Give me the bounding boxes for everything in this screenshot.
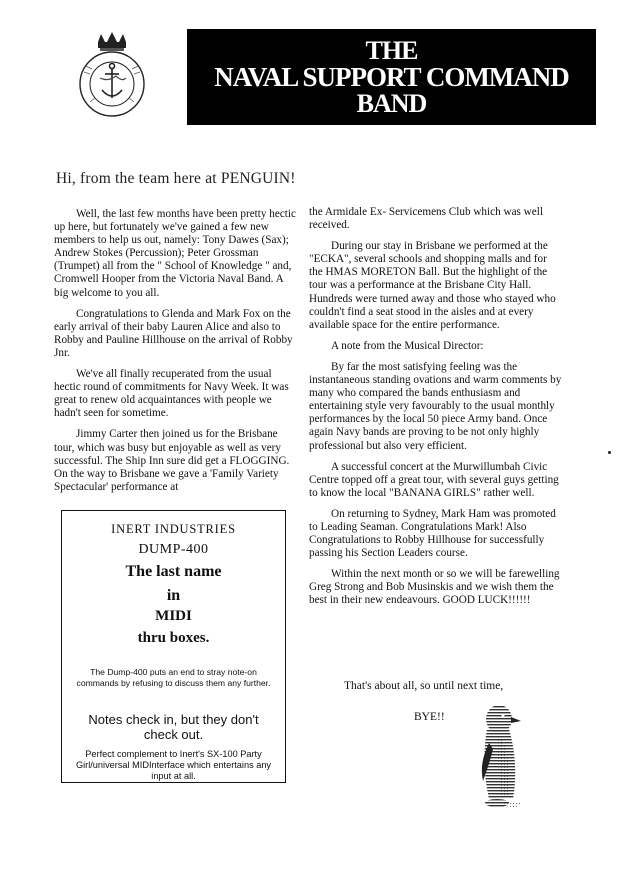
article-paragraph: A note from the Musical Director:: [331, 339, 484, 352]
article-paragraph: During our stay in Brisbane we performed at the "ECKA", several schools and shopping malls and for the HMAS MORETON Ball. But the highlight of the tour was a performance at the Brisbane City Hall. Hundreds were turned away and those who stayed who couldn't find a seat stood in the aisles and at every available space for the entire performance.: [309, 240, 556, 331]
article-left-column: [54, 208, 298, 502]
article-paragraph: Congratulations to Glenda and Mark Fox on the early arrival of their baby Lauren Alice and also to Robby and Pauline Hillhouse on the arrival of Robby Jnr.: [54, 307, 293, 359]
banner-line-2: NAVAL SUPPORT COMMAND: [214, 61, 569, 92]
ad-body-2: Notes check in, but they don't check out.: [88, 712, 259, 742]
dump-400-advertisement: [61, 510, 286, 783]
signoff: BYE!!: [414, 711, 445, 723]
greeting-heading: Hi, from the team here at PENGUIN!: [56, 170, 296, 187]
ad-company: INERT INDUSTRIES: [111, 522, 236, 536]
article-paragraph: Within the next month or so we will be farewelling Greg Strong and Bob Musinskis and we wish them the best in their new endeavours. GOOD LUCK!!!!!!: [309, 568, 560, 607]
stray-mark: [608, 451, 611, 454]
ad-body-3: Perfect complement to Inert's SX-100 Party Girl/universal MIDInterface which entertains any input at all.: [75, 749, 272, 781]
ad-headline-4: thru boxes.: [137, 630, 210, 646]
band-title-banner: [187, 29, 596, 125]
article-paragraph: Well, the last few months have been pretty hectic up here, but fortunately we've gained a few new members to help us out, namely: Tony Dawes (Sax); Andrew Stokes (Percussion); Peter Grossman (Trumpet) all from the " School of Knowledge " and, Cromwell Hooper from the Victoria Naval Band. A big welcome to you all.: [54, 208, 296, 299]
article-paragraph: We've all finally recuperated from the usual hectic round of commitments for Navy Week. It was great to renew old acquaintances with people we hadn't seen for sometime.: [54, 368, 289, 420]
banner-line-1: THE: [365, 35, 418, 65]
article-paragraph: Jimmy Carter then joined us for the Brisbane tour, which was busy but enjoyable as well as very successful. The Ship Inn sure did get a FLOGGING. On the way to Brisbane we gave a 'Family Variety Spectacular' performance at: [54, 428, 290, 493]
article-paragraph: the Armidale Ex- Servicemens Club which was well received.: [309, 206, 543, 232]
ad-headline-3: MIDI: [155, 608, 192, 624]
ad-headline-1: The last name: [125, 563, 222, 580]
closing-line: That's about all, so until next time,: [344, 680, 504, 692]
article-right-column: [309, 206, 562, 616]
article-paragraph: On returning to Sydney, Mark Ham was promoted to Leading Seaman. Congratulations Mark! Also Congratulations to Robby Hillhouse for successfully passing his Section Leaders course.: [309, 507, 556, 560]
ad-body-1: The Dump-400 puts an end to stray note-on commands by refusing to discuss them any further.: [76, 667, 271, 688]
article-paragraph: By far the most satisfying feeling was the instantaneous standing ovations and warm comments by many who compared the bands enthusiasm and entertaining style very favourably to the usual monthly performances by the local 50 piece Army band. Once again Navy bands are proving to be not only highly professional but also very efficient.: [309, 360, 562, 452]
naval-crest-icon: [70, 32, 154, 120]
article-paragraph: A successful concert at the Murwillumbah Civic Centre topped off a great tour, with several guys getting to know the local "BANANA GIRLS" rather well.: [309, 460, 559, 499]
ad-headline-2: in: [166, 587, 181, 604]
banner-line-3: BAND: [356, 88, 427, 118]
penguin-icon: [479, 703, 534, 811]
ad-product: DUMP-400: [138, 542, 209, 557]
